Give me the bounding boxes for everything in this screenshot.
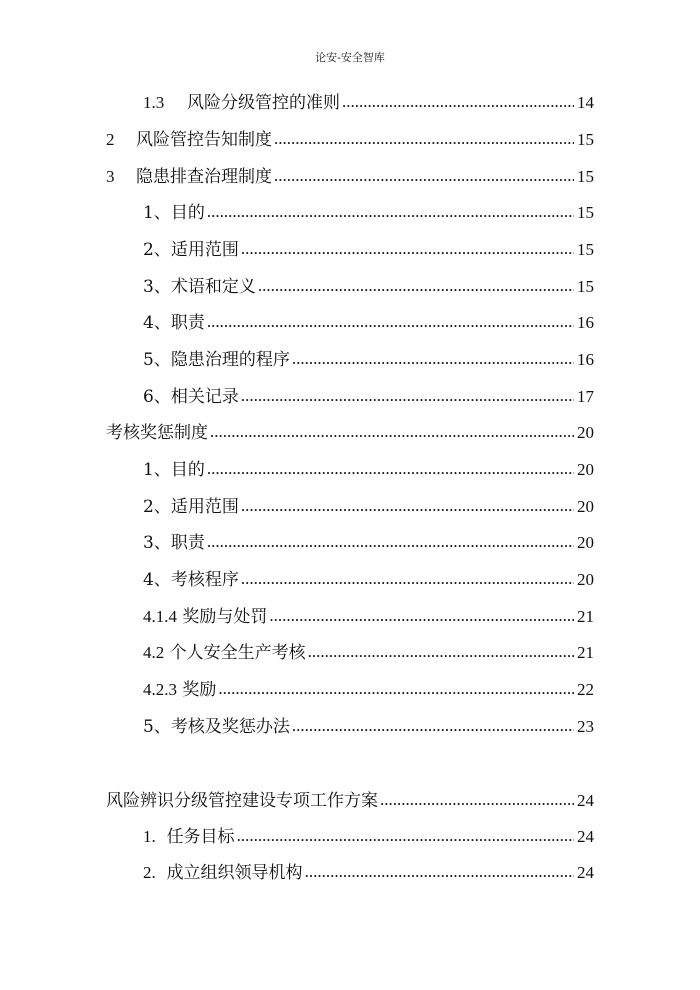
toc-entry-title: 奖励 (182, 680, 217, 700)
toc-leader-dots (241, 238, 574, 260)
toc-entry-title: 6、相关记录 (143, 387, 239, 407)
toc-entry-number: 2. (143, 863, 156, 882)
toc-entry-title: 4、考核程序 (143, 570, 239, 590)
toc-entry-page: 23 (577, 717, 594, 736)
toc-entry-page: 21 (577, 643, 594, 662)
toc-leader-dots (308, 641, 574, 663)
toc-entry[interactable] (143, 459, 594, 481)
toc-leader-dots (210, 421, 574, 443)
toc-leader-dots (305, 861, 574, 883)
toc-entry[interactable] (143, 716, 594, 738)
toc-entry-number: 2 (106, 130, 115, 149)
toc-leader-dots (274, 165, 574, 187)
toc-entry-number: 1. (143, 827, 156, 846)
toc-leader-dots (218, 678, 574, 700)
toc-entry[interactable] (143, 312, 594, 334)
toc-entry-title: 风险辨识分级管控建设专项工作方案 (106, 791, 378, 811)
toc-entry[interactable] (143, 202, 594, 224)
toc-entry[interactable] (143, 276, 594, 298)
toc-entry-title: 3、职责 (143, 533, 205, 553)
toc-entry-page: 24 (577, 827, 594, 846)
toc-entry[interactable] (106, 166, 594, 188)
toc-entry-page: 14 (577, 93, 594, 112)
toc-entry-number: 1.3 (143, 93, 165, 112)
toc-leader-dots (269, 605, 574, 627)
toc-entry-title: 2、适用范围 (143, 240, 239, 260)
toc-leader-dots (207, 311, 574, 333)
toc-entry-title: 3、术语和定义 (143, 277, 256, 297)
toc-entry-page: 22 (577, 680, 594, 699)
toc-entry[interactable] (143, 606, 594, 628)
toc-entry-title: 4、职责 (143, 313, 205, 333)
toc-entry-page: 16 (577, 313, 594, 332)
toc-entry[interactable] (143, 642, 594, 664)
toc-entry-page: 15 (577, 240, 594, 259)
toc-entry-page: 24 (577, 863, 594, 882)
toc-entry-page: 20 (577, 423, 594, 442)
toc-entry-title: 2、适用范围 (143, 497, 239, 517)
toc-entry[interactable] (106, 422, 594, 444)
toc-entry-number: 4.1.4 (143, 607, 177, 626)
toc-entry-page: 20 (577, 533, 594, 552)
page-header: 论安-安全智库 (315, 51, 385, 64)
toc-leader-dots (380, 789, 574, 811)
toc-entry-number: 3 (106, 167, 115, 186)
toc-leader-dots (241, 495, 574, 517)
toc-entry-page: 16 (577, 350, 594, 369)
toc-leader-dots (292, 348, 574, 370)
toc-entry[interactable] (106, 129, 594, 151)
toc-entry[interactable] (143, 862, 594, 884)
toc-entry[interactable] (143, 349, 594, 371)
toc-entry-number: 4.2.3 (143, 680, 177, 699)
toc-entry-page: 21 (577, 607, 594, 626)
toc-entry-title: 5、隐患治理的程序 (143, 350, 290, 370)
toc-leader-dots (241, 568, 574, 590)
toc-entry-page: 24 (577, 791, 594, 810)
toc-entry[interactable] (143, 92, 594, 114)
toc-entry-page: 20 (577, 460, 594, 479)
toc-entry-title: 隐患排查治理制度 (136, 167, 272, 187)
toc-leader-dots (258, 275, 574, 297)
toc-leader-dots (207, 531, 574, 553)
toc-entry-title: 风险管控告知制度 (136, 130, 272, 150)
toc-entry-title: 1、目的 (143, 203, 205, 223)
toc-entry-title: 个人安全生产考核 (169, 643, 306, 663)
toc-entry-page: 15 (577, 167, 594, 186)
toc-entry[interactable] (106, 790, 594, 812)
toc-leader-dots (237, 825, 574, 847)
toc-entry-page: 20 (577, 497, 594, 516)
toc-leader-dots (207, 458, 574, 480)
toc-entry-title: 5、考核及奖惩办法 (143, 717, 290, 737)
toc-entry-title: 1、目的 (143, 460, 205, 480)
toc-entry-page: 17 (577, 387, 594, 406)
toc-leader-dots (342, 91, 574, 113)
toc-entry-number: 4.2 (143, 643, 165, 662)
toc-entry[interactable] (143, 532, 594, 554)
toc-entry[interactable] (143, 569, 594, 591)
toc-entry-title: 风险分级管控的准则 (187, 93, 340, 113)
toc-entry[interactable] (143, 496, 594, 518)
toc-entry-page: 20 (577, 570, 594, 589)
toc-entry-title: 考核奖惩制度 (106, 423, 208, 443)
toc-leader-dots (274, 128, 574, 150)
toc-leader-dots (241, 385, 574, 407)
toc-entry-title: 奖励与处罚 (182, 607, 268, 627)
toc-leader-dots (207, 201, 574, 223)
toc-entry[interactable] (143, 239, 594, 261)
toc-leader-dots (292, 715, 574, 737)
toc-entry-title: 任务目标 (166, 827, 235, 847)
toc-entry-page: 15 (577, 203, 594, 222)
toc-entry[interactable] (143, 386, 594, 408)
toc-entry[interactable] (143, 679, 594, 701)
toc-entry[interactable] (143, 826, 594, 848)
toc-entry-page: 15 (577, 130, 594, 149)
toc-entry-title: 成立组织领导机构 (166, 863, 303, 883)
toc-entry-page: 15 (577, 277, 594, 296)
